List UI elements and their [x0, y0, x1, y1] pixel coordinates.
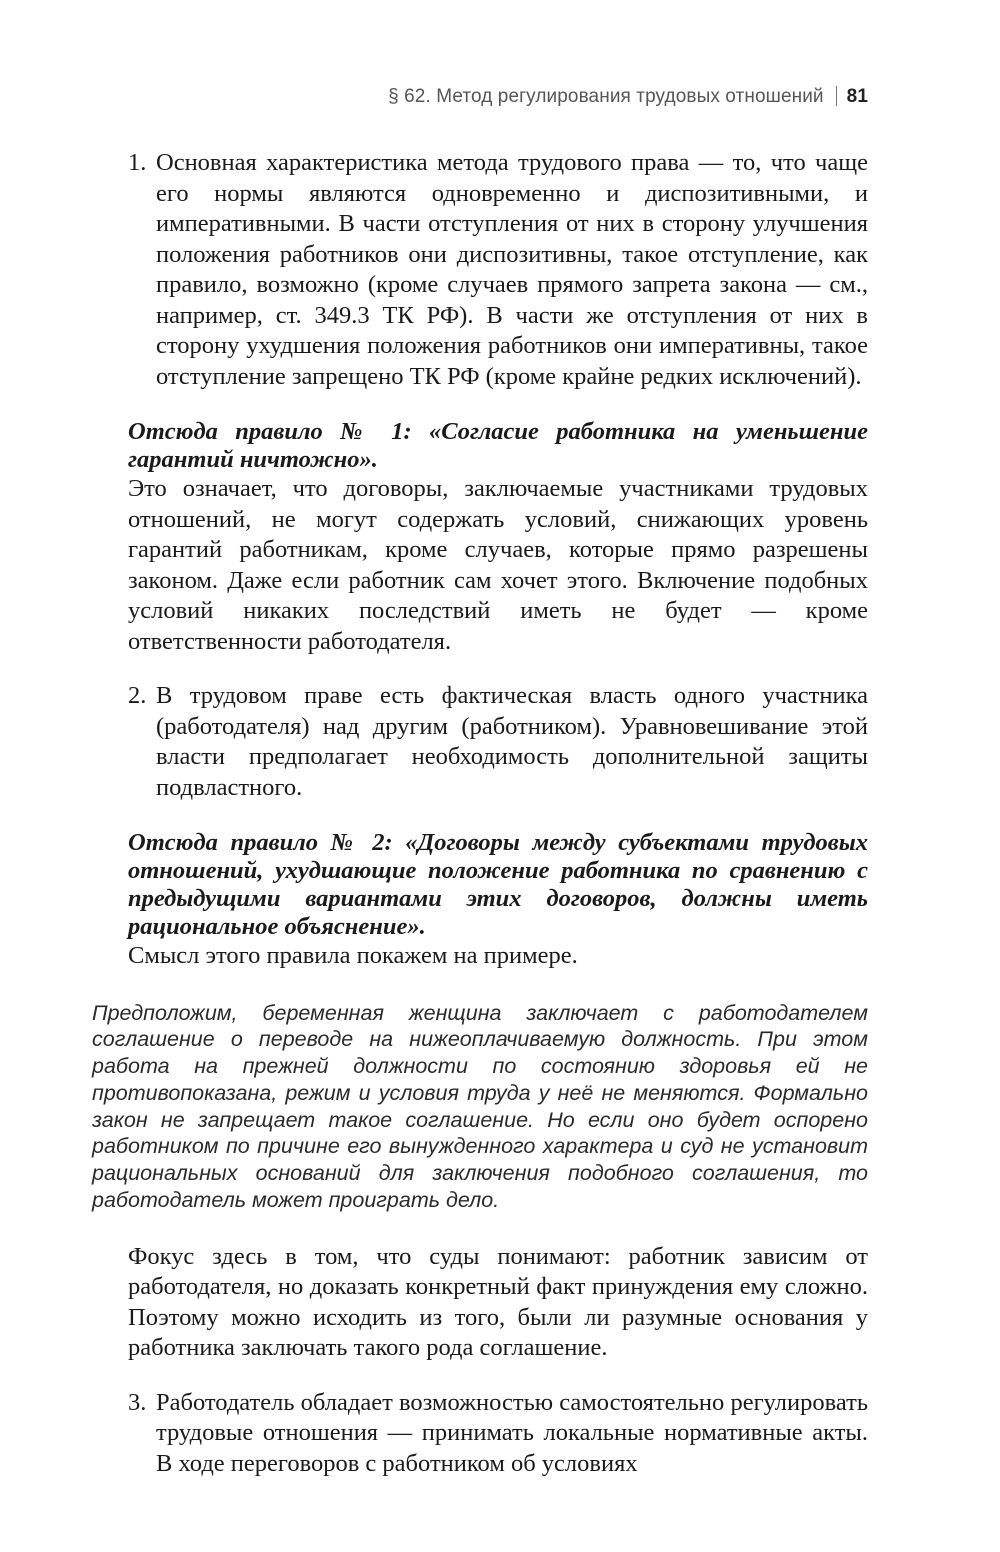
focus-paragraph: [128, 1242, 868, 1364]
page-number: 81: [846, 86, 868, 107]
example-block: Предположим, беременная женщина заключает с работодателем соглашение о переводе на нижеоплачиваемую должность. При этом работа на прежней должности по состоянию здоровья ей не противопоказана, режим и условия труда у неё не меняются. Формально закон не запрещает такое соглашение. Но если оно будет оспорено работником по причине его вынужденного характера и суд не установит рациональных оснований для заключения подобного соглашения, то работодатель может проиграть дело.: [92, 1000, 868, 1213]
running-header: [128, 86, 868, 108]
list-marker: 3.: [128, 1388, 147, 1416]
header-divider: [836, 86, 837, 106]
list-marker: 2.: [128, 682, 147, 709]
list-marker: 1.: [128, 149, 147, 176]
focus-text: Фокус здесь в том, что суды понимают: работник зависим от работодателя, но доказать конкретный факт принуждения ему сложно. Поэтому можно исходить из того, были ли разумные основания у работника заключать такого рода соглашение.: [128, 1242, 868, 1362]
list-item-1: [128, 148, 868, 392]
continuation: [128, 1388, 868, 1480]
rule-2-explanation: Смысл этого правила покажем на примере.: [128, 942, 578, 969]
chapter-title: § 62. Метод регулирования трудовых отношений: [388, 86, 824, 107]
rule-1-explanation: Это означает, что договоры, заключаемые участниками трудовых отношений, не могут содержать условий, снижающих уровень гарантий работникам, кроме случаев, которые прямо разрешены законом. Даже если работник сам хочет этого. Включение подобных условий никаких последствий иметь не будет — кроме ответственности работодателя.: [128, 475, 868, 655]
rule-2: Отсюда правило № 2: «Договоры между субъектами трудовых отношений, ухудшающие положение работника по сравнению с предыдущими вариантами этих договоров, должны иметь рациональное объяснение».: [128, 829, 868, 940]
list-item-text: Основная характеристика метода трудового права — то, что чаще его нормы являются одновременно и диспозитивными, и императивными. В части отступления от них в сторону улучшения положения работников они диспозитивны, такое отступление, как правило, возможно (кроме случаев прямого запрета закона — см., например, ст. 349.3 ТК РФ). В части же отступления от них в сторону ухудшения положения работников они императивны, такое отступление запрещено ТК РФ (кроме крайне редких исключений).: [156, 149, 868, 390]
rule-1: Отсюда правило № 1: «Согласие работника на уменьшение гарантий ничтожно».: [128, 418, 868, 473]
list-item-text: В трудовом праве есть фактическая власть одного участника (работодателя) над другим (работником). Уравновешивание этой власти предполагает необходимость дополнительной защиты подвластного.: [156, 682, 868, 801]
page-body: [128, 148, 868, 972]
list-item-text: Работодатель обладает возможностью самостоятельно регулировать трудовые отношения — принимать локальные нормативные акты. В ходе переговоров с работником об условиях: [156, 1388, 868, 1477]
book-page: [92, 86, 868, 1479]
list-item-3: [128, 1388, 868, 1480]
list-item-2: [128, 681, 868, 803]
